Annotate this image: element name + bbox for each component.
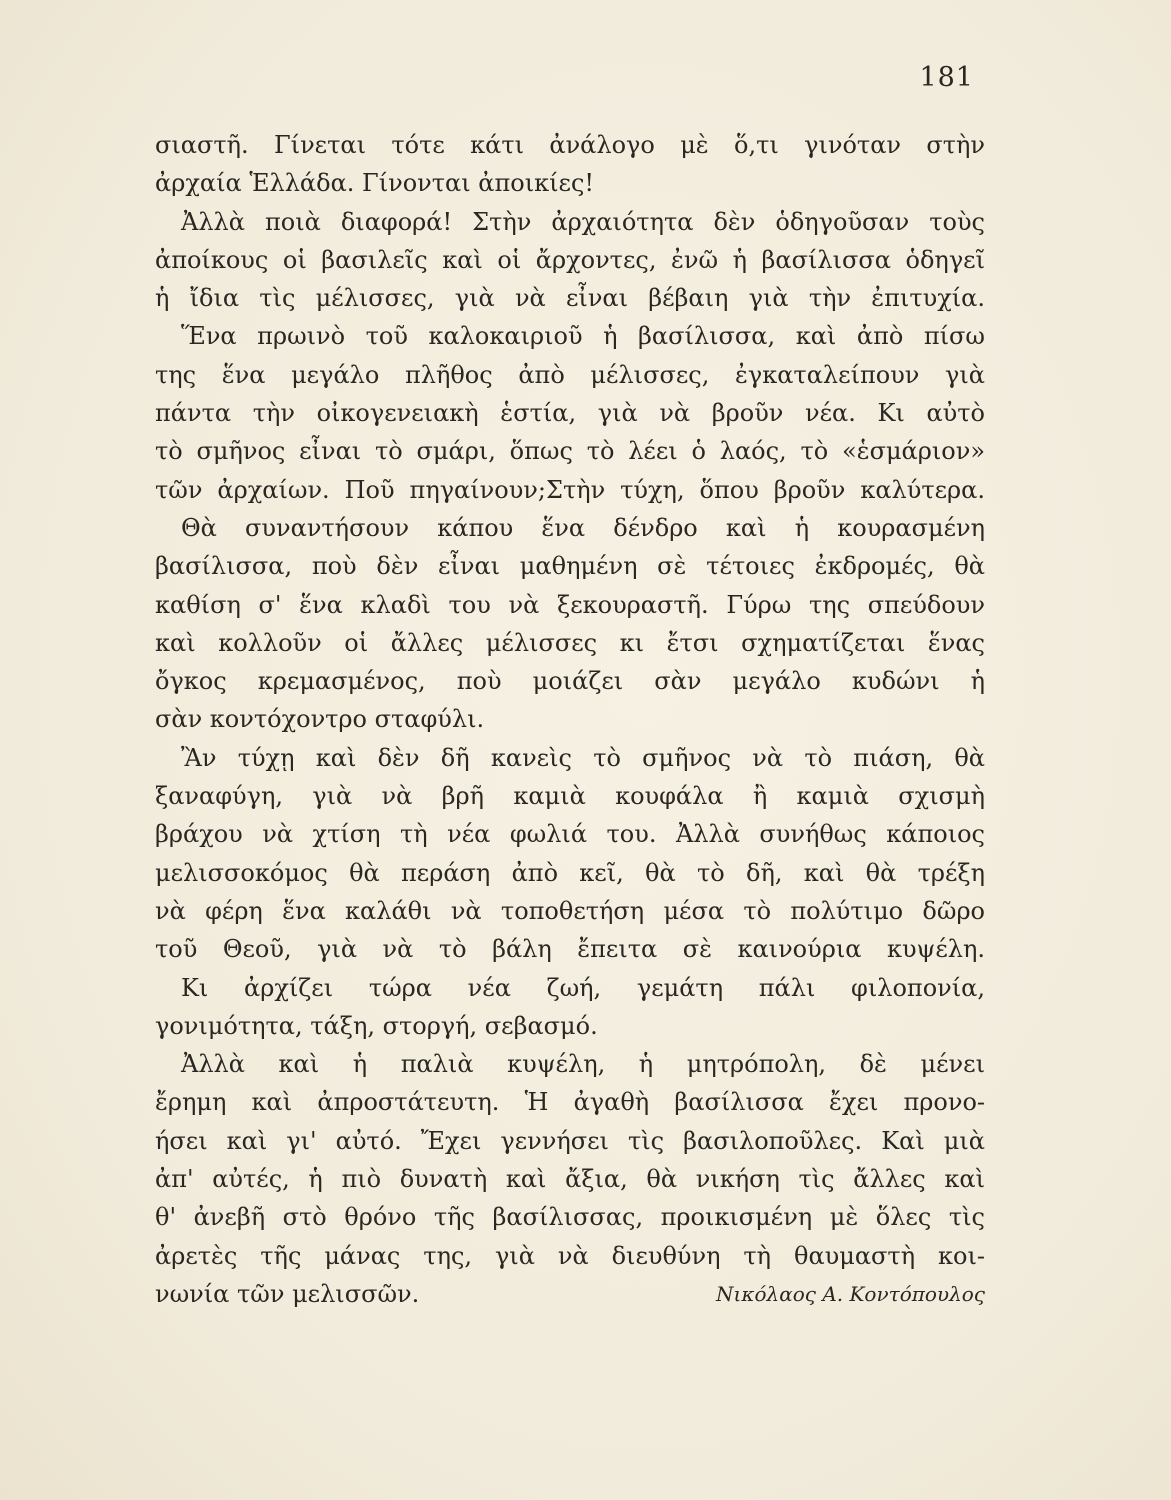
text-line: ἀποίκους οἱ βασιλεῖς καὶ οἱ ἄρχοντες, ἐνῶ ἡ βασίλισσα ὁδηγεῖ [155,245,985,274]
text-line: Ἀλλὰ καὶ ἡ παλιὰ κυψέλη, ἡ μητρόπολη, δὲ μένει [181,1050,985,1079]
text-line: σιαστῆ. Γίνεται τότε κάτι ἀνάλογο μὲ ὅ,τι γινόταν στὴν [155,131,985,159]
text-line: καθίση σ' ἕνα κλαδὶ του νὰ ξεκουραστῆ. Γύρω της σπεύδουν [155,590,985,619]
text-line: νωνία τῶν μελισσῶν. [155,1279,420,1308]
text-line: ἀρχαία Ἑλλάδα. Γίνονται ἀποικίες! [155,169,595,198]
text-line: πάντα τὴν οἰκογενειακὴ ἑστία, γιὰ νὰ βροῦν νέα. Κι αὐτὸ [155,399,985,428]
text-line: Ἂν τύχῃ καὶ δὲν δῆ κανεὶς τὸ σμῆνος νὰ τὸ πιάση, θὰ [181,743,985,772]
text-line: ἡ ἴδια τὶς μέλισσες, γιὰ νὰ εἶναι βέβαιη γιὰ τὴν ἐπιτυχία. [155,284,985,313]
text-line: Ἕνα πρωινὸ τοῦ καλοκαιριοῦ ἡ βασίλισσα, καὶ ἀπὸ πίσω [181,322,985,351]
author-signature: Νικόλαος Α. Κοντόπουλος [716,1281,985,1306]
text-line: Ἀλλὰ ποιὰ διαφορά! Στὴν ἀρχαιότητα δὲν ὁδηγοῦσαν τοὺς [181,207,985,236]
text-line: τῶν ἀρχαίων. Ποῦ πηγαίνουν;Στὴν τύχη, ὅπου βροῦν καλύτερα. [155,475,985,504]
text-line: βασίλισσα, ποὺ δὲν εἶναι μαθημένη σὲ τέτοιες ἐκδρομές, θὰ [155,552,985,581]
closing-line [155,1275,985,1313]
text-line: της ἕνα μεγάλο πλῆθος ἀπὸ μέλισσες, ἐγκαταλείπουν γιὰ [155,360,985,389]
text-line: γονιμότητα, τάξη, στοργή, σεβασμό. [155,1011,598,1040]
text-line: τὸ σμῆνος εἶναι τὸ σμάρι, ὅπως τὸ λέει ὁ λαός, τὸ «ἑσμάριον» [155,437,985,466]
text-line: νὰ φέρη ἕνα καλάθι νὰ τοποθετήση μέσα τὸ πολύτιμο δῶρο [155,896,985,925]
text-line: ἔρημη καὶ ἀπροστάτευτη. Ἡ ἀγαθὴ βασίλισσα ἔχει προνο- [155,1088,985,1117]
text-line: θ' ἀνεβῆ στὸ θρόνο τῆς βασίλισσας, προικισμένη μὲ ὅλες τὶς [155,1203,985,1232]
body-text [155,126,985,1313]
text-line: σὰν κοντόχοντρο σταφύλι. [155,705,485,734]
text-line: ήσει καὶ γι' αὐτό. Ἔχει γεννήσει τὶς βασιλοποῦλες. Καὶ μιὰ [155,1126,985,1155]
page-number: 181 [919,62,974,93]
text-line: βράχου νὰ χτίση τὴ νέα φωλιά του. Ἀλλὰ συνήθως κάποιος [155,820,985,849]
text-line: μελισσοκόμος θὰ περάση ἀπὸ κεῖ, θὰ τὸ δῆ, καὶ θὰ τρέξη [155,858,985,887]
text-line: ἀπ' αὐτές, ἡ πιὸ δυνατὴ καὶ ἄξια, θὰ νικήση τὶς ἄλλες καὶ [155,1165,985,1194]
text-line: ξαναφύγη, γιὰ νὰ βρῆ καμιὰ κουφάλα ἢ καμιὰ σχισμὴ [155,782,985,811]
text-line: Θὰ συναντήσουν κάπου ἕνα δένδρο καὶ ἡ κουρασμένη [181,513,985,542]
text-line: τοῦ Θεοῦ, γιὰ νὰ τὸ βάλη ἔπειτα σὲ καινούρια κυψέλη. [155,935,985,964]
text-line: καὶ κολλοῦν οἱ ἄλλες μέλισσες κι ἔτσι σχηματίζεται ἕνας [155,628,985,657]
text-line: ἀρετὲς τῆς μάνας της, γιὰ νὰ διευθύνη τὴ θαυμαστὴ κοι- [155,1241,985,1270]
text-line: Κι ἀρχίζει τώρα νέα ζωή, γεμάτη πάλι φιλοπονία, [181,973,985,1002]
text-line: ὄγκος κρεμασμένος, ποὺ μοιάζει σὰν μεγάλο κυδώνι ἡ [155,667,985,696]
